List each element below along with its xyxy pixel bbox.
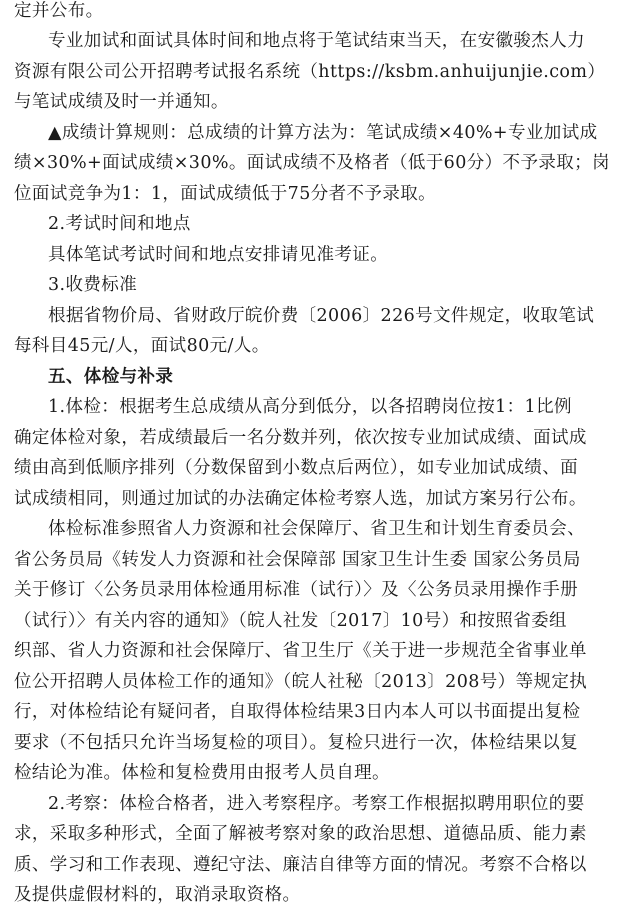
text-line: （试行）〉有关内容的通知》（皖人社发〔2017〕10号）和按照省委组 <box>14 611 567 631</box>
text-line: 确定体检对象，若成绩最后一名分数并列，依次按专业加试成绩、面试成 <box>14 428 587 448</box>
text-line: 关于修订〈公务员录用体检通用标准（试行）〉及〈公务员录用操作手册 <box>14 580 579 600</box>
text-line: 省公务员局《转发人力资源和社会保障部 国家卫生计生委 国家公务员局 <box>14 550 581 570</box>
text-line: 定并公布。 <box>14 1 104 21</box>
text-line: 行，对体检结论有疑问者，自取得体检结果3日内本人可以书面提出复检 <box>14 702 581 722</box>
text-line: 资源有限公司公开招聘考试报名系统（https://ksbm.anhuijunjie.com） <box>14 62 606 82</box>
text-line: 检结论为准。体检和复检费用由报考人员自理。 <box>14 763 390 783</box>
text-line: 要求（不包括只允许当场复检的项目）。复检只进行一次，体检结果以复 <box>14 733 579 753</box>
text-line: 试成绩相同，则通过加试的办法确定体检考察人选，加试方案另行公布。 <box>14 489 587 509</box>
text-line: 2.考察：体检合格者，进入考察程序。考察工作根据拟聘用职位的要 <box>48 794 585 814</box>
section-heading: 3.收费标准 <box>48 275 138 295</box>
text-line: 1.体检：根据考生总成绩从高分到低分，以各招聘岗位按1：1比例 <box>48 397 572 417</box>
text-line: 专业加试和面试具体时间和地点将于笔试结束当天，在安徽骏杰人力 <box>48 31 585 51</box>
text-line: 位公开招聘人员体检工作的通知》（皖人社秘〔2013〕208号）等规定执 <box>14 672 588 692</box>
text-line: ▲成绩计算规则：总成绩的计算方法为：笔试成绩×40%+专业加试成 <box>48 123 598 143</box>
text-line: 绩由高到低顺序排列（分数保留到小数点后两位），如专业加试成绩、面 <box>14 458 579 478</box>
text-line: 绩×30%+面试成绩×30%。面试成绩不及格者（低于60分）不予录取；岗 <box>14 153 610 173</box>
text-line: 求，采取多种形式，全面了解被考察对象的政治思想、道德品质、能力素 <box>14 824 587 844</box>
text-line: 位面试竞争为1：1，面试成绩低于75分者不予录取。 <box>14 184 437 204</box>
text-line: 与笔试成绩及时一并通知。 <box>14 92 229 112</box>
text-line: 体检标准参照省人力资源和社会保障厅、省卫生和计划生育委员会、 <box>48 519 585 539</box>
text-line: 及提供虚假材料的，取消录取资格。 <box>14 885 301 905</box>
text-line: 织部、省人力资源和社会保障厅、省卫生厅《关于进一步规范全省事业单 <box>14 641 587 661</box>
text-line: 根据省物价局、省财政厅皖价费〔2006〕226号文件规定，收取笔试 <box>48 306 595 326</box>
section-title: 五、体检与补录 <box>48 367 174 387</box>
text-line: 质、学习和工作表现、遵纪守法、廉洁自律等方面的情况。考察不合格以 <box>14 855 587 875</box>
section-heading: 2.考试时间和地点 <box>48 214 191 234</box>
text-line: 每科目45元/人，面试80元/人。 <box>14 336 270 356</box>
text-line: 具体笔试考试时间和地点安排请见准考证。 <box>48 245 389 265</box>
